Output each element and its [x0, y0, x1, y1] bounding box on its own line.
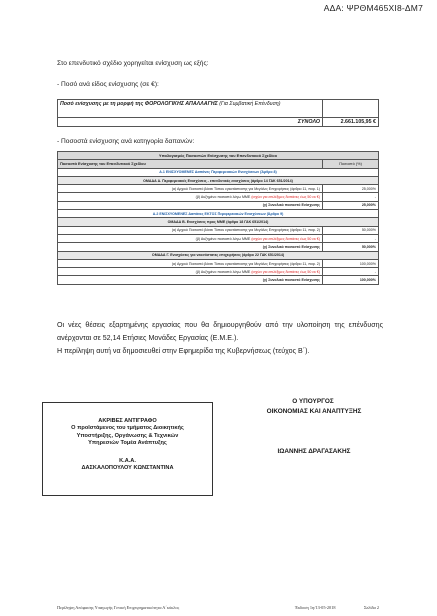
rates-row — [58, 193, 379, 201]
footer-left: Περίληψη Απόφασης Υπαγωγής Γενική Επιχειρηματικότητα Α΄κύκλος — [57, 605, 180, 610]
rates-row — [58, 276, 379, 284]
stamp-gap — [43, 448, 212, 458]
rates-total-label — [58, 201, 323, 209]
rates-item-note: (ισχύει για επιλέξιμες δαπάνες έως 50 εκ €) — [251, 236, 320, 241]
rates-item-label — [58, 259, 323, 267]
stamp-line-6: ΔΑΣΚΑΛΟΠΟΥΛΟΥ ΚΩΝΣΤΑΝΤΙΝΑ — [81, 465, 174, 472]
aid-amount-row — [58, 100, 379, 118]
rates-item-text: (β) Αυξημένο ποσοστό λόγω ΜΜΕ — [195, 236, 252, 241]
rates-item-label — [58, 234, 323, 242]
rates-col-header-percent: Ποσοστό (%) — [323, 160, 379, 168]
footer-right-group — [295, 605, 379, 610]
rates-section-heading: Α.1 ΕΝΙΣΧΥΟΜΕΝΕΣ Δαπάνες Περιφερειακών Ενισχύσεων (Άρθρο 8) — [58, 168, 379, 176]
rates-item-note: (ισχύει για επιλέξιμες δαπάνες έως 50 εκ €) — [251, 269, 320, 274]
rates-row — [58, 201, 379, 209]
rates-item-label — [58, 185, 323, 193]
rates-total-label — [58, 276, 323, 284]
rates-item-text: (α) Αρχικό Ποσοστό βάσει Τύπου εγκατάστασης για Μεγάλες Επιχειρήσεις (άρθρο 11, παρ. 2) — [171, 228, 320, 233]
rates-item-text: (γ) Συνολικό ποσοστό Ενίσχυσης — [262, 244, 320, 249]
stamp-line-5: Κ.Α.Α. — [119, 457, 136, 464]
rates-table-title: Υπολογισμός Ποσοστών Ενίσχυσης του Επενδυτικού Σχεδίου — [58, 152, 379, 160]
section1-title: - Ποσό ανά είδος ενίσχυσης (σε €): — [57, 81, 159, 88]
rates-row — [58, 251, 379, 259]
rates-row — [58, 210, 379, 218]
rates-header-row — [58, 160, 379, 168]
rates-group-heading: ΟΜΑΔΑ Α. Περιφερειακές Ενισχύσεις - επενδυτικές ενισχύσεις (άρθρο 14 ΓΑΚ 651/2014) — [58, 176, 379, 184]
section2-title: - Ποσοστά ενίσχυσης ανά κατηγορία δαπανών: — [57, 138, 195, 145]
rates-row — [58, 234, 379, 242]
rates-item-text: (β) Αυξημένο ποσοστό λόγω ΜΜΕ — [195, 195, 252, 200]
footer-page-number: Σελίδα 2 — [363, 605, 379, 610]
jobs-paragraph: Οι νέες θέσεις εξαρτημένης εργασίας που θα δημιουργηθούν από την υλοποίηση της επένδυσης ανέρχονται σε 52,14 Ετήσιες Μονάδες Εργασίας (Ε.Μ.Ε.). — [57, 321, 383, 342]
rates-row — [58, 226, 379, 234]
stamp-line-2: Ο προϊστάμενος του τμήματος Διοικητικής — [71, 425, 184, 432]
aid-type-label-rest: (Για Συμβατική Επένδυση) — [217, 101, 281, 107]
rates-group-heading: ΟΜΑΔΑ Β. Ενισχύσεις προς ΜΜΕ (άρθρο 18 ΓΑΚ 651/2014) — [58, 218, 379, 226]
rates-title-row — [58, 152, 379, 160]
rates-item-text: (β) Αυξημένο ποσοστό λόγω ΜΜΕ — [195, 269, 252, 274]
rates-item-value: 100,000% — [323, 259, 379, 267]
rates-group-heading: ΟΜΑΔΑ Γ. Ενισχύσεις για νεοσύστατες επιχειρήσεις (άρθρο 22 ΓΑΚ 651/2014) — [58, 251, 379, 259]
aid-type-label — [58, 100, 323, 118]
aid-amount-table — [57, 99, 379, 127]
page-footer — [57, 605, 379, 610]
ada-code: ΑΔΑ: ΨΡΘΜ465ΧΙ8-ΔΜ7 — [323, 3, 423, 13]
rates-row — [58, 176, 379, 184]
aid-type-label-bold: Ποσό ενίσχυσης με τη μορφή της ΦΟΡΟΛΟΓΙΚΗΣ ΑΠΑΛΛΑΓΗΣ — [60, 101, 218, 107]
rates-total-value: 100,000% — [323, 276, 379, 284]
rates-row — [58, 218, 379, 226]
aid-total-label: ΣΥΝΟΛΟ — [58, 118, 323, 127]
rates-total-value: 25,000% — [323, 201, 379, 209]
rates-item-label — [58, 268, 323, 276]
aid-amount-cell — [323, 100, 379, 118]
rates-row — [58, 243, 379, 251]
rates-total-value: 50,000% — [323, 243, 379, 251]
rates-item-value: - — [323, 268, 379, 276]
rates-item-text: (α) Αρχικό Ποσοστό βάσει Τύπου εγκατάστασης για Μεγάλες Επιχειρήσεις (άρθρο 11, παρ. 1) — [171, 186, 320, 191]
rates-row — [58, 259, 379, 267]
rates-item-text: (γ) Συνολικό ποσοστό Ενίσχυσης — [262, 278, 320, 283]
minister-name: ΙΩΑΝΝΗΣ ΔΡΑΓΑΣΑΚΗΣ — [277, 448, 351, 455]
minister-title: Ο ΥΠΟΥΡΓΟΣ — [292, 398, 334, 405]
rates-item-label — [58, 193, 323, 201]
stamp-line-1: ΑΚΡΙΒΕΣ ΑΝΤΙΓΡΑΦΟ — [98, 418, 157, 424]
rates-row — [58, 185, 379, 193]
aid-total-row — [58, 118, 379, 127]
rates-row — [58, 268, 379, 276]
rates-item-value: - — [323, 234, 379, 242]
certified-copy-stamp — [42, 402, 213, 496]
aid-total-value: 2.661.105,95 € — [323, 118, 379, 127]
aid-rates-table — [57, 151, 379, 285]
rates-item-value: - — [323, 193, 379, 201]
rates-section-heading: Α.2 ΕΝΙΣΧΥΟΜΕΝΕΣ Δαπάνες ΕΚΤΟΣ Περιφερειακών Ενισχύσεων (Άρθρο 9) — [58, 210, 379, 218]
rates-item-text: (α) Αρχικό Ποσοστό βάσει Τύπου εγκατάστασης για Μεγάλες Επιχειρήσεις (άρθρο 11, παρ. 2) — [171, 261, 320, 266]
stamp-line-3: Υποστήριξης, Οργάνωσης & Τεχνικών — [76, 432, 179, 439]
rates-row — [58, 168, 379, 176]
rates-item-value: 25,000% — [323, 185, 379, 193]
rates-item-note: (ισχύει για επιλέξιμες δαπάνες έως 50 εκ €) — [251, 195, 320, 200]
publication-paragraph: Η περίληψη αυτή να δημοσιευθεί στην Εφημερίδα της Κυβερνήσεως (τεύχος Β΄). — [57, 347, 310, 355]
intro-text: Στο επενδυτικό σχέδιο χορηγείται ενίσχυση ως εξής: — [57, 60, 209, 67]
rates-total-label — [58, 243, 323, 251]
ministry-name: ΟΙΚΟΝΟΜΙΑΣ ΚΑΙ ΑΝΑΠΤΥΞΗΣ — [266, 408, 362, 415]
rates-item-value: 50,000% — [323, 226, 379, 234]
rates-item-label — [58, 226, 323, 234]
rates-col-header-label: Ποσοστά Ενίσχυσης του Επενδυτικού Σχεδίου — [58, 160, 323, 168]
stamp-line-4: Υπηρεσιών Τομέα Ανάπτυξης — [88, 440, 167, 447]
rates-item-text: (γ) Συνολικό ποσοστό Ενίσχυσης — [262, 203, 320, 208]
footer-edition: Έκδοση 1η/13-05-2018 — [295, 605, 336, 610]
